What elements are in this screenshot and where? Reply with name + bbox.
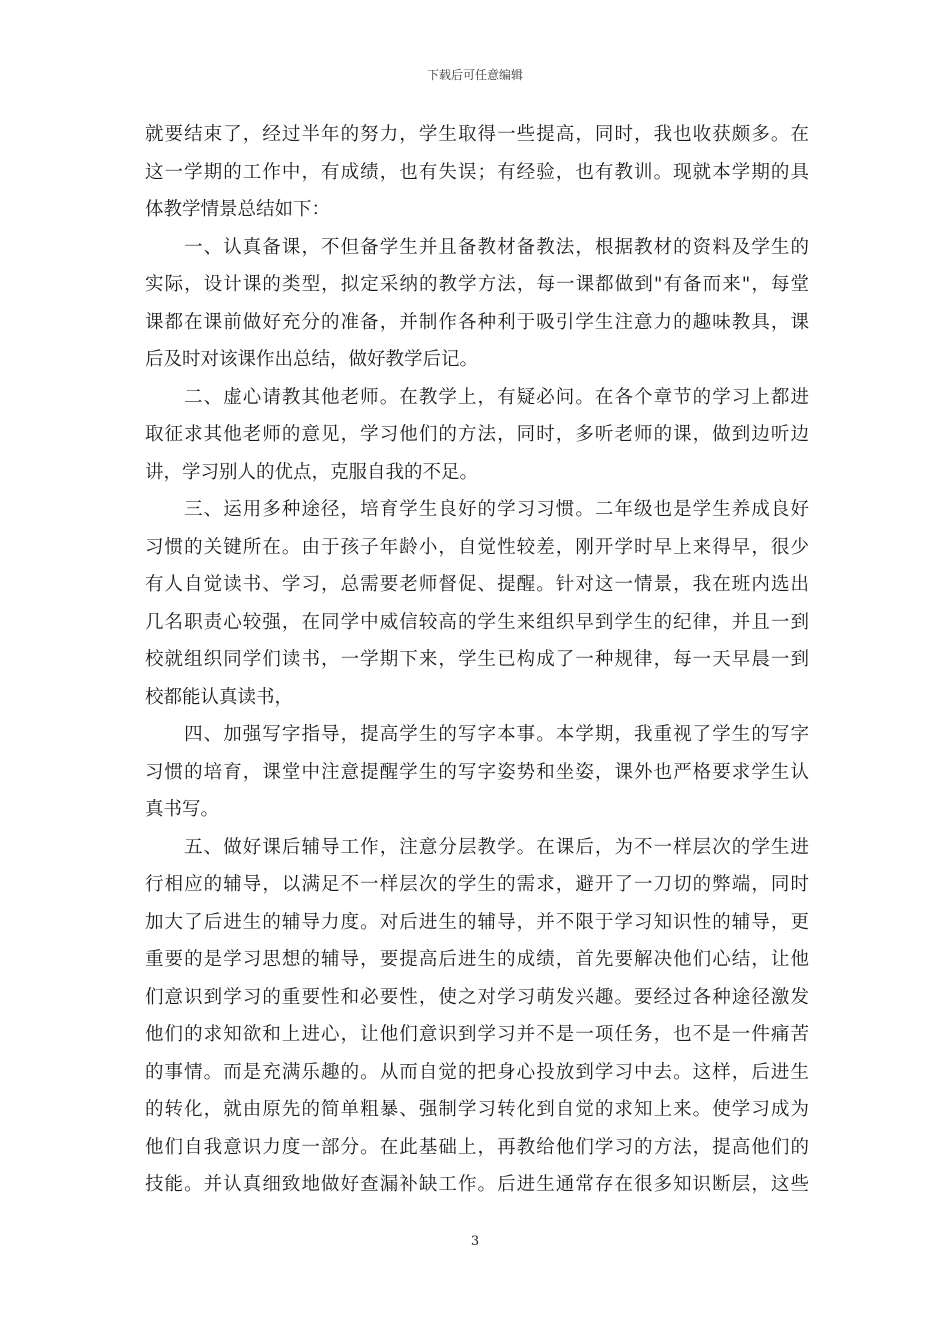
text-line: 校都能认真读书， (145, 686, 294, 708)
text-line: 习惯的培育，课堂中注意提醒学生的写字姿势和坐姿，课外也严格要求学生认 (145, 761, 809, 783)
text-line: 就要结束了，经过半年的努力，学生取得一些提高，同时，我也收获颇多。在 (145, 124, 809, 145)
text-line: 的转化，就由原先的简单粗暴、强制学习转化到自觉的求知上来。使学习成为 (145, 1099, 809, 1120)
body-text (145, 116, 809, 1204)
text-line: 有人自觉读书、学习，总需要老师督促、提醒。针对这一情景，我在班内选出 (145, 574, 809, 595)
text-line: 他们自我意识力度一部分。在此基础上，再教给他们学习的方法，提高他们的 (145, 1136, 809, 1158)
text-line: 几名职责心较强，在同学中威信较高的学生来组织早到学生的纪律，并且一到 (145, 611, 809, 633)
text-line: 重要的是学习思想的辅导，要提高后进生的成绩，首先要解决他们心结，让他 (145, 949, 809, 970)
text-line: 四、加强写字指导，提高学生的写字本事。本学期，我重视了学生的写字 (145, 724, 809, 745)
page-header: 下载后可任意编辑 (426, 68, 523, 82)
text-line: 讲，学习别人的优点，克服自我的不足。 (145, 461, 479, 483)
text-line: 习惯的关键所在。由于孩子年龄小，自觉性较差，刚开学时早上来得早，很少 (145, 536, 809, 558)
text-line: 三、运用多种途径，培育学生良好的学习习惯。二年级也是学生养成良好 (145, 499, 809, 520)
text-line: 们意识到学习的重要性和必要性，使之对学习萌发兴趣。要经过各种途径激发 (145, 986, 809, 1008)
text-line: 加大了后进生的辅导力度。对后进生的辅导，并不限于学习知识性的辅导，更 (145, 911, 809, 933)
text-line: 这一学期的工作中，有成绩，也有失误；有经验，也有教训。现就本学期的具 (145, 161, 809, 183)
text-line: 技能。并认真细致地做好查漏补缺工作。后进生通常存在很多知识断层，这些 (145, 1174, 809, 1195)
text-line: 二、虚心请教其他老师。在教学上，有疑必问。在各个章节的学习上都进 (145, 386, 809, 408)
text-line: 体教学情景总结如下： (145, 199, 331, 220)
text-line: 一、认真备课，不但备学生并且备教材备教法，根据教材的资料及学生的 (145, 236, 809, 258)
text-line: 行相应的辅导，以满足不一样层次的学生的需求，避开了一刀切的弊端，同时 (145, 874, 809, 895)
text-line: 校就组织同学们读书，一学期下来，学生已构成了一种规律，每一天早晨一到 (145, 649, 809, 670)
page-number: 3 (470, 1234, 480, 1249)
text-line: 的事情。而是充满乐趣的。从而自觉的把身心投放到学习中去。这样，后进生 (145, 1061, 809, 1083)
text-line: 实际，设计课的类型，拟定采纳的教学方法，每一课都做到"有备而来"，每堂 (145, 274, 809, 295)
text-line: 五、做好课后辅导工作，注意分层教学。在课后，为不一样层次的学生进 (145, 836, 809, 858)
text-line: 取征求其他老师的意见，学习他们的方法，同时，多听老师的课，做到边听边 (145, 424, 809, 445)
text-line: 后及时对该课作出总结，做好教学后记。 (145, 349, 479, 370)
text-line: 他们的求知欲和上进心，让他们意识到学习并不是一项任务，也不是一件痛苦 (145, 1024, 809, 1045)
text-line: 课都在课前做好充分的准备，并制作各种利于吸引学生注意力的趣味教具，课 (145, 311, 809, 333)
text-line: 真书写。 (145, 799, 220, 820)
